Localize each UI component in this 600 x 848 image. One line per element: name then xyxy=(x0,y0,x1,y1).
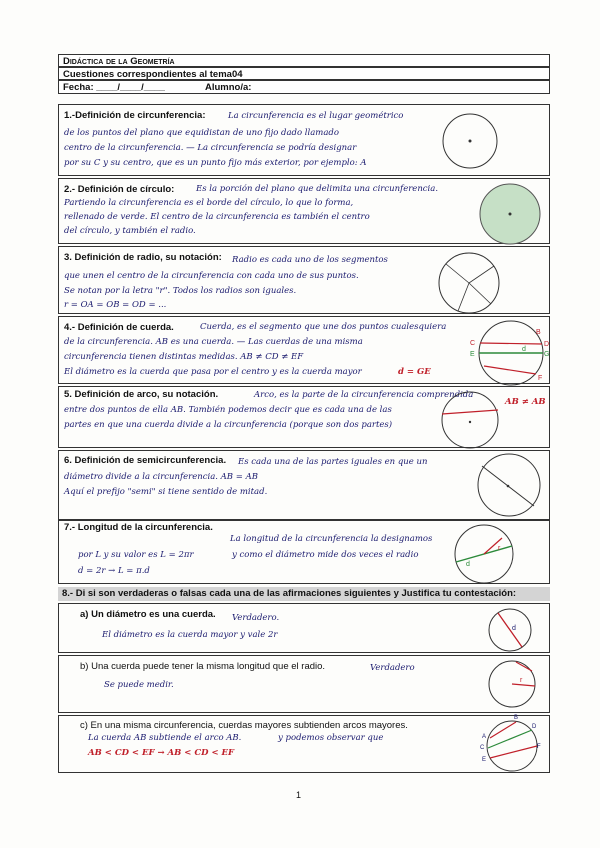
question-8b-label: b) Una cuerda puede tener la misma longitud que el radio. xyxy=(80,661,326,672)
answer-7-line-2: por L y su valor es L = 2πr xyxy=(78,550,194,560)
question-6-label: 6. Definición de semicircunferencia. xyxy=(64,455,227,466)
circle-length-diagram-7 xyxy=(452,522,516,586)
page-number: 1 xyxy=(296,790,302,800)
question-8c-label: c) En una misma circunferencia, cuerdas mayores subtienden arcos mayores. xyxy=(80,720,408,731)
answer-3-line-2: que unen el centro de la circunferencia con cada uno de sus puntos. xyxy=(64,271,359,281)
answer-3-line-1: Radio es cada uno de los segmentos xyxy=(232,255,388,265)
label-F: F xyxy=(538,375,543,382)
answer-5-line-1: Arco, es la parte de la circunferencia comprendida xyxy=(254,390,474,400)
answer-6-line-2: diámetro divide a la circunferencia. AB = AB xyxy=(64,472,258,482)
question-5-label: 5. Definición de arco, su notación. xyxy=(64,389,219,400)
answer-8c-line-2: y podemos observar que xyxy=(278,733,384,743)
answer-8a-text: El diámetro es la cuerda mayor y vale 2r xyxy=(102,630,278,640)
diameter-diagram-8a xyxy=(486,606,534,654)
chords-arcs-diagram-8c xyxy=(480,715,541,774)
answer-7-line-4: d = 2r → L = π.d xyxy=(78,566,150,576)
label-d: d xyxy=(466,561,470,568)
label-C: C xyxy=(470,340,476,347)
question-4-label: 4.- Definición de cuerda. xyxy=(64,322,174,333)
chord-diagram-4 xyxy=(470,318,550,388)
label-r: r xyxy=(498,545,501,552)
section-8-title: 8.- Di si son verdaderas o falsas cada una de las afirmaciones siguientes y Justifica tu contestación: xyxy=(58,587,550,601)
question-8a-label: a) Un diámetro es una cuerda. xyxy=(80,609,216,620)
answer-6-line-3: Aquí el prefijo "semi" si tiene sentido de mitad. xyxy=(64,487,268,497)
question-2-label: 2.- Definición de círculo: xyxy=(64,184,175,195)
label-C: C xyxy=(480,745,485,751)
label-F: F xyxy=(537,744,541,750)
circle-diagram-1 xyxy=(440,111,500,171)
answer-1-line-4: por su C y su centro, que es un punto fijo más exterior, por ejemplo: A xyxy=(64,158,367,168)
answer-8b-text: Se puede medir. xyxy=(104,680,174,690)
course-title: Didáctica de la Geometría xyxy=(58,54,550,67)
label-B: B xyxy=(536,329,541,336)
answer-4-line-2: de la circunferencia. AB es una cuerda. — Las cuerdas de una misma xyxy=(64,337,363,347)
answer-2-line-1: Es la porción del plano que delimita una circunferencia. xyxy=(196,184,439,194)
chord-radius-diagram-8b xyxy=(486,658,538,710)
label-r: r xyxy=(520,677,523,684)
answer-4-line-1: Cuerda, es el segmento que une dos puntos cualesquiera xyxy=(200,322,447,332)
answer-8c-line-1: La cuerda AB subtiende el arco AB. xyxy=(88,733,242,743)
label-A: A xyxy=(482,734,487,740)
circle-diagram-2 xyxy=(478,182,542,246)
answer-2-line-3: rellenado de verde. El centro de la circunferencia es también el centro xyxy=(64,212,370,222)
answer-2-line-2: Partiendo la circunferencia es el borde del círculo, lo que lo forma, xyxy=(64,198,354,208)
date-label: Fecha: ____/____/____ xyxy=(63,82,165,93)
answer-4-line-3: circunferencia tienen distintas medidas. AB ≠ CD ≠ EF xyxy=(64,352,304,362)
answer-3-line-3: Se notan por la letra "r". Todos los radios son iguales. xyxy=(64,286,297,296)
answer-1-line-3: centro de la circunferencia. — La circunferencia se podría designar xyxy=(64,143,357,153)
answer-7-line-1: La longitud de la circunferencia la designamos xyxy=(230,534,433,544)
label-B: B xyxy=(514,715,519,721)
answer-8b-verdict: Verdadero xyxy=(370,663,415,673)
semicircle-diagram-6 xyxy=(476,452,542,518)
label-d: d xyxy=(512,625,516,632)
answer-1-line-1: La circunferencia es el lugar geométrico xyxy=(228,111,404,121)
answer-4-line-4: El diámetro es la cuerda que pasa por el centro y es la cuerda mayor xyxy=(64,367,362,377)
arc-diagram-5 xyxy=(440,390,500,450)
answer-2-line-4: del círculo, y también el radio. xyxy=(64,226,196,236)
question-7-label: 7.- Longitud de la circunferencia. xyxy=(64,522,213,533)
topic-title: Cuestiones correspondientes al tema04 xyxy=(58,67,550,80)
answer-3-line-4: r = OA = OB = OD = ... xyxy=(64,300,167,310)
label-E: E xyxy=(482,757,487,763)
answer-1-line-2: de los puntos del plano que equidistan de uno fijo dado llamado xyxy=(64,128,339,138)
answer-6-line-1: Es cada una de las partes iguales en que un xyxy=(238,457,428,467)
meta-row xyxy=(58,80,550,94)
answer-5-notation: AB ≠ AB xyxy=(505,397,546,407)
answer-5-line-2: entre dos puntos de ella AB. También podemos decir que es cada una de las xyxy=(64,405,392,415)
answer-7-line-3: y como el diámetro mide dos veces el radio xyxy=(232,550,419,560)
question-3-label: 3. Definición de radio, su notación: xyxy=(64,252,222,263)
answer-5-line-3: partes en que una cuerda divide a la circunferencia (porque son dos partes) xyxy=(64,420,393,430)
label-E: E xyxy=(470,351,475,358)
circle-diagram-3 xyxy=(436,250,502,316)
answer-4-formula: d = GE xyxy=(398,367,431,377)
question-1-label: 1.-Definición de circunferencia: xyxy=(64,110,206,121)
answer-8a-verdict: Verdadero. xyxy=(232,613,280,623)
answer-8c-line-3: AB < CD < EF → AB < CD < EF xyxy=(88,748,235,758)
student-label: Alumno/a: xyxy=(205,82,252,93)
label-D: D xyxy=(544,341,550,348)
label-G: G xyxy=(544,351,550,358)
label-D: D xyxy=(532,724,537,730)
label-d: d xyxy=(522,346,526,353)
